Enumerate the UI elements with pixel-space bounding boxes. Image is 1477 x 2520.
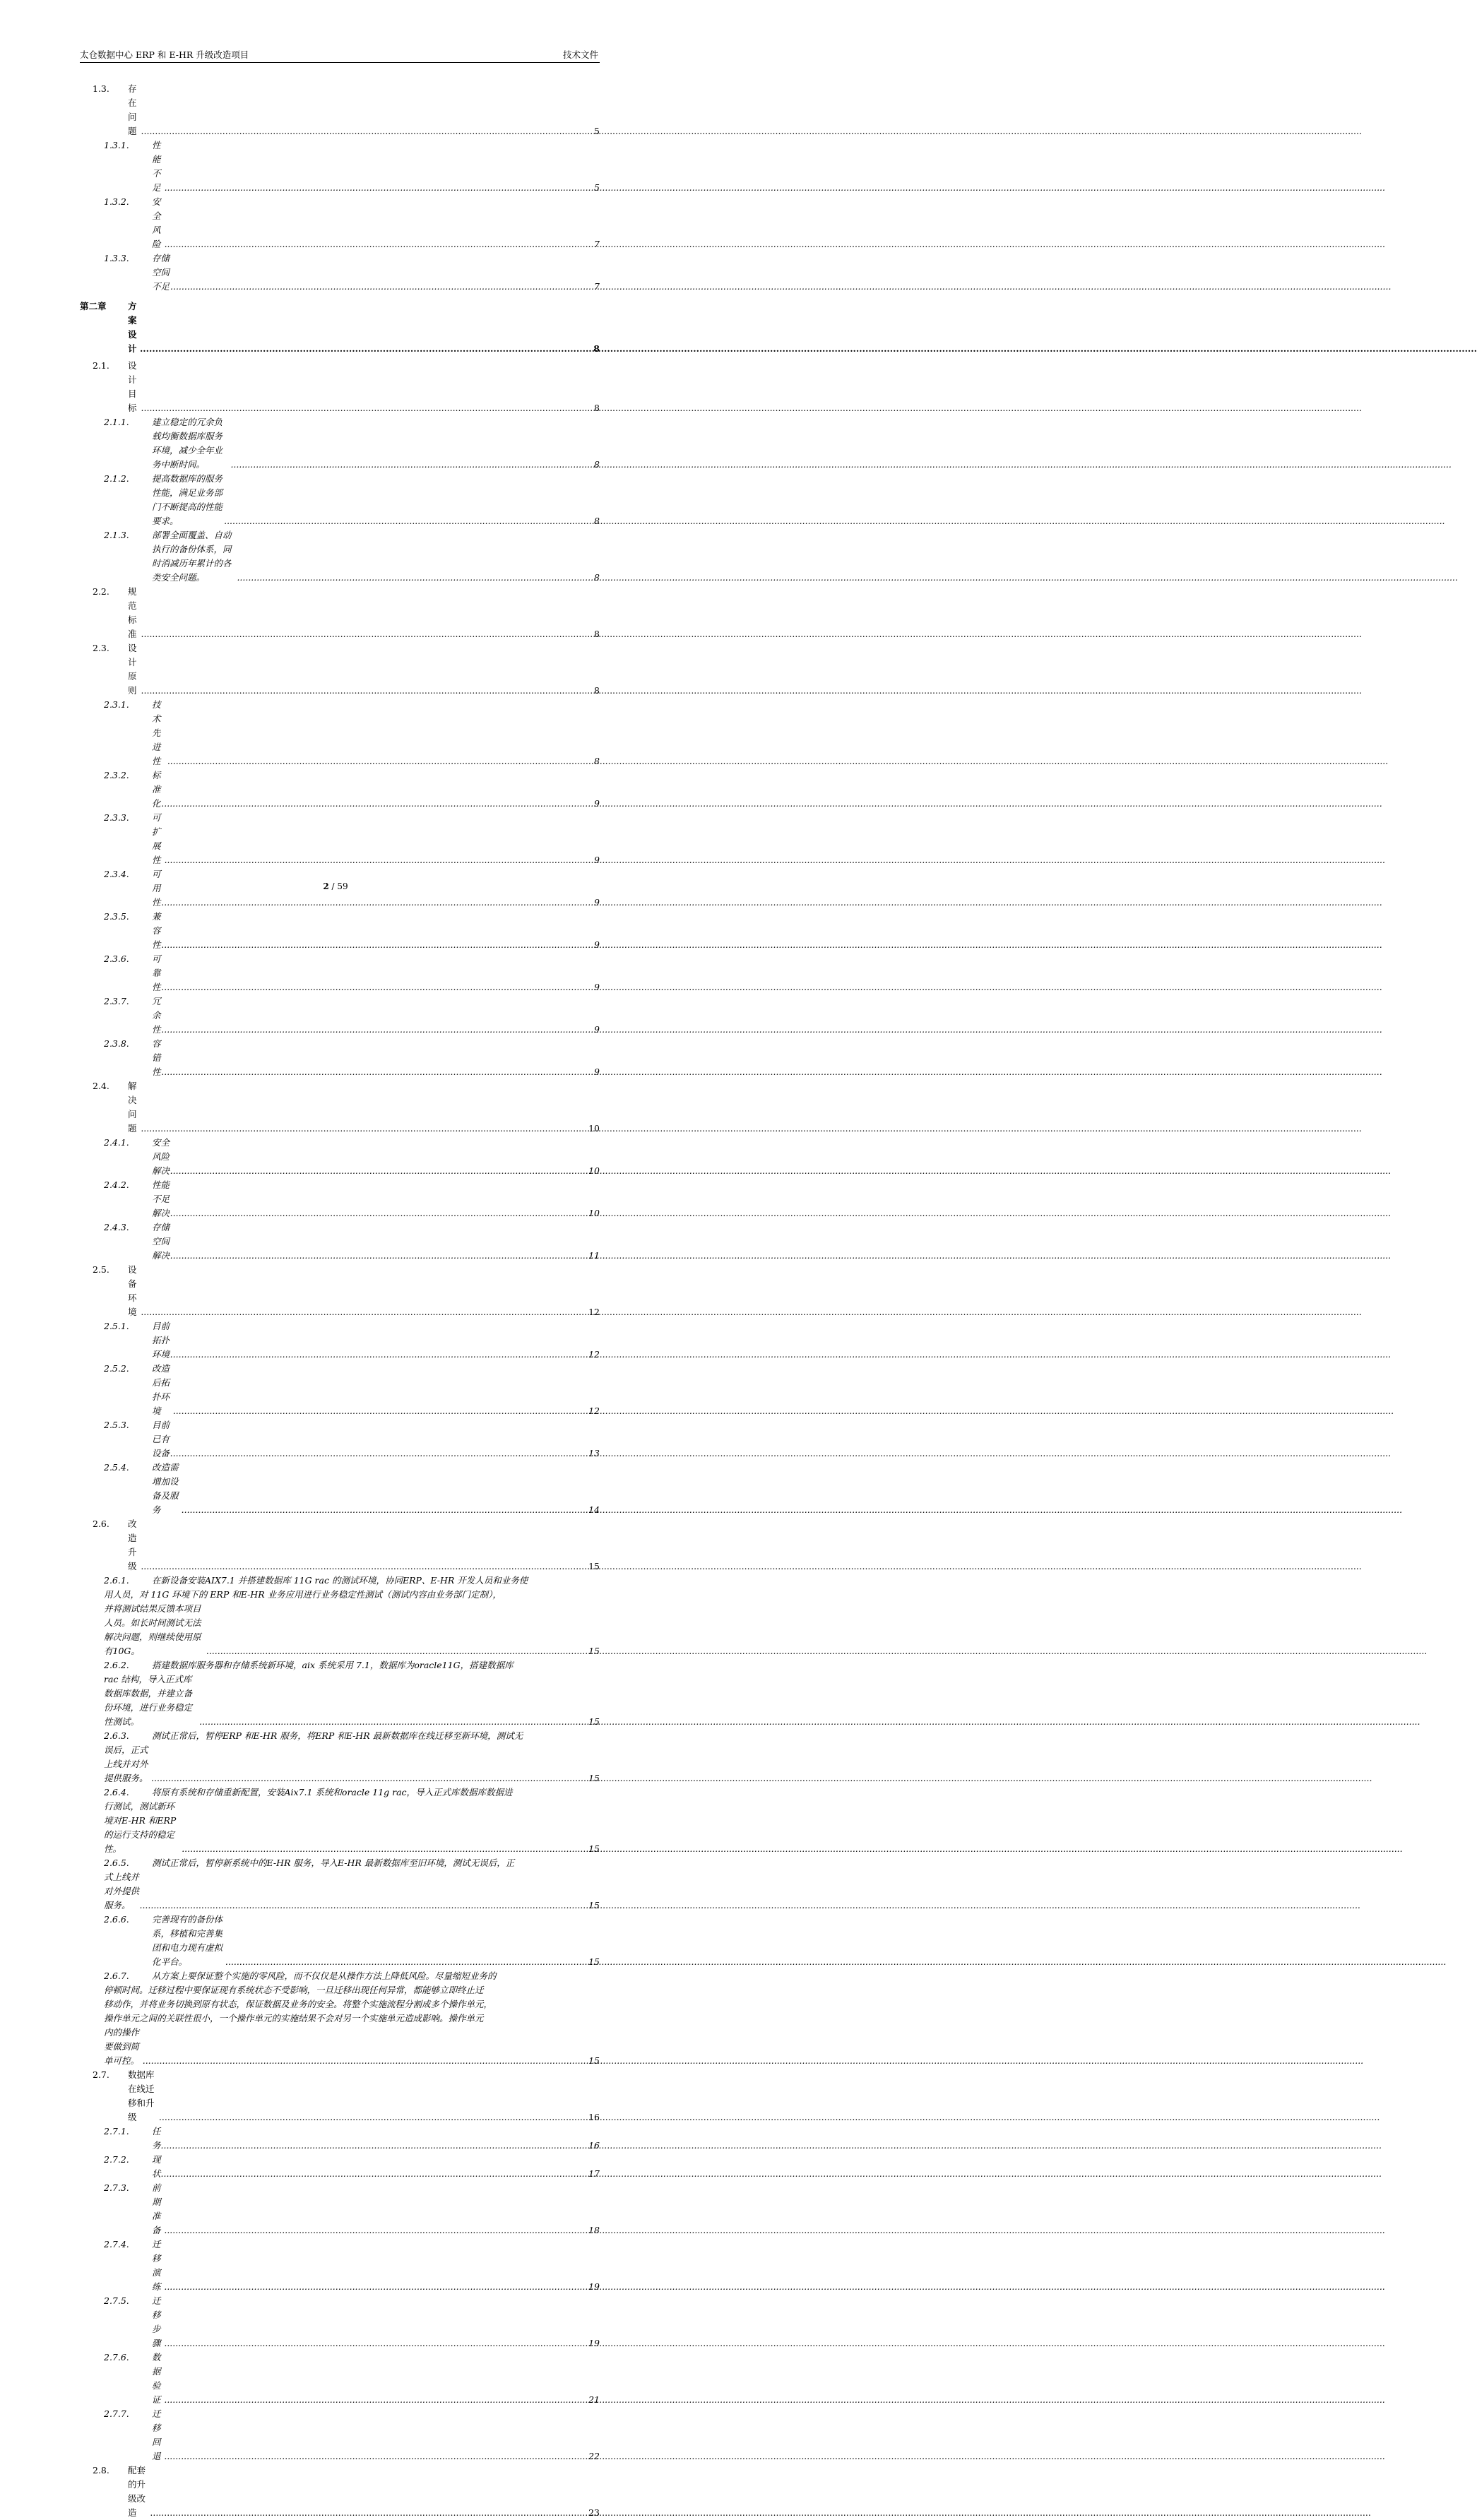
toc-entry-title-line: 测试正常后，暂停ERP 和E-HR 服务，将ERP 和E-HR 最新数据库在线迁移至新环境，测试无 [152, 1730, 523, 1741]
toc-entry[interactable] [80, 2294, 600, 2350]
toc-leader-dots [141, 684, 594, 698]
toc-entry[interactable] [80, 82, 600, 138]
toc-entry-title: 任务 [152, 2126, 161, 2151]
toc-entry[interactable] [80, 994, 600, 1037]
toc-leader-dots [170, 1446, 588, 1461]
toc-entry-number: 2.1. [93, 360, 109, 371]
toc-entry[interactable] [80, 1574, 600, 1658]
toc-leader-dots [182, 1842, 588, 1856]
toc-entry[interactable] [80, 472, 600, 528]
toc-leader-dots [199, 1715, 588, 1729]
toc-entry-number: 2.5.3. [104, 1420, 129, 1430]
toc-leader-dots [170, 1249, 588, 1263]
header-doc-type: 技术文件 [562, 49, 598, 60]
toc-entry-title: 数据验证 [152, 2352, 161, 2405]
toc-leader-dots [164, 2336, 588, 2350]
toc-entry-title-line: 测试正常后，暂停新系统中的E-HR 服务，导入E-HR 最新数据库至旧环境，测试无误后，正 [152, 1858, 515, 1868]
toc-entry[interactable] [80, 528, 600, 585]
toc-entry-title: 目前已有设备 [152, 1420, 170, 1458]
toc-entry[interactable] [80, 415, 600, 472]
toc-entry-page: 8 [594, 459, 600, 470]
toc-entry-page: 16 [588, 2112, 600, 2122]
toc-entry-title: 方案设计 [128, 301, 137, 354]
toc-entry-title: 设计原则 [128, 643, 137, 696]
toc-entry-title: 性能不足解决 [152, 1179, 170, 1218]
toc-entry-number: 1.3. [93, 83, 109, 94]
toc-entry-title-line: 行测试，测试新环境对E-HR 和ERP 的运行支持的稳定性。 [104, 1801, 177, 1854]
toc-leader-dots [151, 1771, 588, 1785]
toc-entry[interactable] [80, 1362, 600, 1418]
toc-entry[interactable] [80, 1969, 600, 2068]
toc-entry-page: 13 [588, 1448, 600, 1458]
toc-entry[interactable] [80, 1079, 600, 1136]
toc-leader-dots [165, 237, 593, 251]
toc-leader-dots [182, 1503, 588, 1517]
toc-entry-title-line: 搭建数据库服务器和存储系统新环境，aix 系统采用 7.1，数据库为oracle11G，搭建数据库 [152, 1660, 514, 1670]
toc-leader-dots [143, 2054, 588, 2068]
toc-entry-title: 现状 [152, 2154, 161, 2179]
toc-entry-page: 21 [588, 2394, 600, 2405]
toc-entry[interactable] [80, 1517, 600, 1574]
toc-entry[interactable] [80, 2181, 600, 2237]
toc-entry-page: 9 [594, 982, 600, 992]
toc-entry-number: 1.3.3. [104, 253, 129, 263]
toc-entry-number: 2.4.1. [104, 1137, 129, 1148]
toc-entry[interactable] [80, 1136, 600, 1178]
toc-entry-title: 冗余性 [152, 996, 161, 1035]
toc-entry-number: 2.7.4. [104, 2239, 129, 2249]
toc-entry-page: 9 [594, 798, 600, 809]
toc-entry-number: 2.4.3. [104, 1222, 129, 1232]
toc-entry-title: 部署全面覆盖、自动执行的备份体系，同时消减历年累计的各类安全问题。 [152, 530, 232, 583]
toc-entry[interactable] [80, 1319, 600, 1362]
page-footer [0, 881, 671, 891]
header-project-title: 太仓数据中心 ERP 和 E-HR 升级改造项目 [80, 49, 249, 60]
toc-entry[interactable] [80, 910, 600, 952]
toc-entry-number: 2.6.5. [104, 1858, 129, 1868]
toc-leader-dots [141, 1122, 588, 1136]
toc-entry-title: 解决问题 [128, 1081, 137, 1134]
toc-entry-title: 性能不足 [152, 140, 161, 193]
toc-entry-number: 2.6.1. [104, 1575, 129, 1586]
toc-entry-title-line: 操作单元之间的关联性很小，一个操作单元的实施结果不会对另一个实施单元造成影响。操作单元 [104, 2013, 484, 2023]
toc-entry[interactable] [80, 2124, 600, 2153]
toc-entry-number: 2.4. [93, 1081, 109, 1091]
toc-leader-dots [161, 1023, 593, 1037]
toc-entry-number: 1.3.2. [104, 196, 129, 207]
toc-leader-dots [167, 754, 593, 768]
toc-entry-number: 2.8. [93, 2465, 109, 2476]
toc-leader-dots [141, 627, 594, 641]
toc-entry-number: 2.6.3. [104, 1730, 129, 1741]
toc-leader-dots [225, 1955, 588, 1969]
toc-entry-title: 标准化 [152, 770, 161, 809]
toc-entry-number: 2.2. [93, 586, 109, 597]
toc-entry[interactable] [80, 585, 600, 641]
toc-entry-title: 前期准备 [152, 2182, 161, 2235]
toc-entry-page: 15 [588, 1900, 600, 1910]
toc-entry[interactable] [80, 641, 600, 698]
toc-entry-number: 2.7.5. [104, 2295, 129, 2306]
toc-entry[interactable] [80, 698, 600, 768]
page-header [80, 48, 600, 63]
toc-entry-title: 存储空间解决 [152, 1222, 170, 1261]
toc-leader-dots [173, 1404, 588, 1418]
toc-leader-dots [161, 938, 593, 952]
toc-entry[interactable] [80, 2463, 600, 2520]
toc-entry-title-line: 从方案上要保证整个实施的零风险，而不仅仅是从操作方法上降低风险。尽量缩短业务的 [152, 1971, 497, 1981]
toc-entry[interactable] [80, 195, 600, 251]
toc-entry-title-line: 停顿时间。迁移过程中要保证现有系统状态不受影响，一旦迁移出现任何异常，都能够立即终止迁 [104, 1985, 484, 1995]
toc-entry-number: 2.6. [93, 1518, 109, 1529]
toc-entry-page: 15 [588, 1561, 600, 1571]
toc-entry-title: 设计目标 [128, 360, 137, 413]
toc-entry[interactable] [80, 2153, 600, 2181]
toc-entry-number: 2.3.6. [104, 953, 129, 964]
toc-leader-dots [170, 280, 593, 294]
toc-entry-number: 2.4.2. [104, 1179, 129, 1190]
toc-entry-page: 11 [588, 1250, 600, 1261]
page-number-total: 59 [337, 881, 348, 891]
toc-entry-number: 2.5. [93, 1264, 109, 1275]
toc-entry-page: 15 [588, 1646, 600, 1656]
toc-entry-number: 2.3.8. [104, 1038, 129, 1049]
toc-entry-page: 15 [588, 1773, 600, 1783]
toc-entry-page: 16 [588, 2140, 600, 2151]
toc-entry[interactable] [80, 2350, 600, 2407]
toc-entry-title-line: 误后，正式上线并对外提供服务。 [104, 1745, 148, 1783]
toc-leader-dots [150, 2506, 588, 2520]
toc-entry-title: 迁移步骤 [152, 2295, 161, 2348]
toc-leader-dots [159, 2110, 588, 2124]
toc-entry-title-line: 移动作，并将业务切换到原有状态，保证数据及业务的安全。将整个实施流程分割成多个操作单元， [104, 1999, 493, 2009]
toc-entry[interactable] [80, 952, 600, 994]
toc-entry-page: 12 [588, 1307, 600, 1317]
toc-entry-title: 安全风险 [152, 196, 161, 249]
toc-leader-dots [139, 1898, 588, 1913]
toc-entry[interactable] [80, 1220, 600, 1263]
toc-entry-title: 设备环境 [128, 1264, 137, 1317]
toc-entry-page: 9 [594, 939, 600, 950]
toc-entry[interactable] [80, 1461, 600, 1517]
toc-entry-title-line: 式上线并对外提供服务。 [104, 1872, 140, 1910]
toc-leader-dots [161, 896, 593, 910]
toc-entry-number: 2.7. [93, 2069, 109, 2080]
toc-entry-number: 第二章 [80, 301, 107, 311]
toc-entry-number: 2.7.6. [104, 2352, 129, 2362]
toc-entry-number: 2.3.3. [104, 812, 129, 823]
toc-entry-page: 5 [594, 126, 600, 136]
toc-entry-number: 2.6.2. [104, 1660, 129, 1670]
toc-entry-title-line: 将原有系统和存储重新配置，安装Aix7.1 系统和oracle 11g rac，导入正式库数据库数据进 [152, 1787, 513, 1797]
toc-leader-dots [161, 797, 593, 811]
toc-entry-page: 7 [594, 281, 600, 292]
toc-entry-number: 2.1.2. [104, 473, 129, 484]
toc-entry-number: 2.5.4. [104, 1462, 129, 1473]
toc-entry-page: 8 [594, 685, 600, 696]
toc-entry-title-line: 内的操作要做到简单可控。 [104, 2027, 140, 2066]
toc-entry[interactable] [80, 1178, 600, 1220]
toc-entry-page: 5 [594, 182, 600, 193]
toc-entry-number: 2.5.2. [104, 1363, 129, 1374]
toc-leader-dots [141, 124, 594, 138]
toc-entry-page: 15 [588, 2055, 600, 2066]
toc-entry-number: 2.1.1. [104, 417, 129, 427]
toc-entry[interactable] [80, 1037, 600, 1079]
toc-entry-number: 2.3. [93, 643, 109, 653]
toc-entry-page: 9 [594, 855, 600, 865]
toc-leader-dots [161, 980, 593, 994]
toc-entry[interactable] [80, 1856, 600, 1913]
toc-entry-title-line: 在新设备安装AIX7.1 并搭建数据库 11G rac 的测试环境，协同ERP、E-HR 开发人员和业务使 [152, 1575, 528, 1586]
toc-leader-dots [164, 2223, 588, 2237]
toc-entry-page: 9 [594, 1066, 600, 1077]
toc-entry-title: 改造升级 [128, 1518, 137, 1571]
toc-entry-title: 迁移演练 [152, 2239, 161, 2292]
toc-entry-page: 18 [588, 2225, 600, 2235]
toc-entry-page: 15 [588, 1716, 600, 1727]
toc-entry-page: 14 [588, 1504, 600, 1515]
toc-entry-number: 2.3.1. [104, 699, 129, 710]
toc-leader-dots [161, 2139, 588, 2153]
toc-leader-dots [165, 853, 593, 867]
table-of-contents [80, 82, 600, 2520]
toc-entry-page: 15 [588, 1956, 600, 1967]
toc-leader-dots [224, 514, 593, 528]
toc-leader-dots [141, 401, 594, 415]
toc-entry-title: 改造需增加设备及服务 [152, 1462, 179, 1515]
page-number-current: 2 [323, 881, 329, 891]
toc-entry-title-line: 并将测试结果反馈本项目人员。如长时间测试无法解决问题，则继续使用原有10G。 [104, 1603, 201, 1656]
toc-entry[interactable] [80, 1263, 600, 1319]
toc-entry[interactable] [80, 1729, 600, 1785]
toc-entry-title: 容错性 [152, 1038, 161, 1077]
toc-leader-dots [164, 2280, 588, 2294]
toc-entry-title: 数据库在线迁移和升级 [128, 2069, 155, 2122]
toc-entry-number: 2.6.4. [104, 1787, 129, 1797]
toc-entry-number: 2.3.4. [104, 869, 129, 879]
toc-entry-number: 2.7.1. [104, 2126, 129, 2136]
toc-entry-title: 可用性 [152, 869, 161, 908]
toc-entry-page: 10 [588, 1123, 600, 1134]
toc-leader-dots [170, 1348, 588, 1362]
toc-leader-dots [237, 571, 593, 585]
toc-entry-page: 8 [594, 629, 600, 639]
toc-entry-title: 可靠性 [152, 953, 161, 992]
toc-entry-page: 19 [588, 2338, 600, 2348]
toc-entry-number: 2.3.7. [104, 996, 129, 1006]
toc-leader-dots [164, 2393, 588, 2407]
toc-entry-title-line: 用人员，对 11G 环境下的 ERP 和E-HR 业务应用进行业务稳定性测试（测试内容由业务部门定制）， [104, 1589, 502, 1600]
toc-entry[interactable] [80, 811, 600, 867]
toc-entry-number: 2.6.6. [104, 1914, 129, 1925]
toc-entry-title: 可扩展性 [152, 812, 161, 865]
toc-entry-number: 2.6.7. [104, 1971, 129, 1981]
toc-leader-dots [161, 2167, 588, 2181]
toc-entry[interactable] [80, 2237, 600, 2294]
toc-entry-page: 19 [588, 2281, 600, 2292]
toc-entry[interactable] [80, 138, 600, 195]
toc-entry-title: 配套的升级改造 [128, 2465, 146, 2518]
toc-entry[interactable] [80, 299, 600, 356]
toc-entry-page: 8 [593, 343, 600, 354]
toc-leader-dots [161, 1065, 593, 1079]
toc-entry-page: 12 [588, 1405, 600, 1416]
toc-entry[interactable] [80, 2068, 600, 2124]
toc-entry[interactable] [80, 1418, 600, 1461]
toc-entry[interactable] [80, 768, 600, 811]
toc-entry-page: 17 [588, 2168, 600, 2179]
toc-entry-page: 10 [588, 1208, 600, 1218]
toc-leader-dots [170, 1206, 588, 1220]
toc-entry-page: 8 [594, 403, 600, 413]
toc-leader-dots [206, 1644, 588, 1658]
toc-entry-title: 存在问题 [128, 83, 137, 136]
toc-leader-dots [230, 458, 593, 472]
toc-entry-number: 2.1.3. [104, 530, 129, 540]
toc-entry-page: 15 [588, 1843, 600, 1854]
toc-entry-number: 2.5.1. [104, 1321, 129, 1331]
toc-entry-page: 9 [594, 897, 600, 908]
toc-entry-number: 2.3.5. [104, 911, 129, 922]
toc-entry-page: 8 [594, 516, 600, 526]
toc-entry-page: 23 [588, 2507, 600, 2518]
toc-entry-page: 22 [588, 2451, 600, 2461]
toc-entry-title: 改造后拓扑环境 [152, 1363, 170, 1416]
toc-leader-dots [164, 2449, 588, 2463]
toc-leader-dots [140, 342, 593, 356]
toc-entry-title: 兼容性 [152, 911, 161, 950]
toc-entry-page: 7 [594, 239, 600, 249]
toc-entry-number: 2.7.2. [104, 2154, 129, 2165]
toc-entry[interactable] [80, 1658, 600, 1729]
toc-entry-number: 2.3.2. [104, 770, 129, 780]
toc-entry-number: 2.7.7. [104, 2408, 129, 2419]
toc-entry-page: 10 [588, 1165, 600, 1176]
toc-entry-title: 完善现有的备份体系，移植和完善集团和电力现有虚拟化平台。 [152, 1914, 223, 1967]
toc-leader-dots [170, 1164, 588, 1178]
toc-entry-title: 建立稳定的冗余负载均衡数据库服务环境，减少全年业务中断时间。 [152, 417, 223, 470]
toc-leader-dots [141, 1305, 588, 1319]
toc-leader-dots [165, 181, 593, 195]
page-number-separator: / [328, 881, 338, 891]
toc-entry[interactable] [80, 2407, 600, 2463]
toc-entry-title: 迁移回退 [152, 2408, 161, 2461]
toc-entry-title-line: rac 结构，导入正式库数据库数据，并建立备份环境，进行业务稳定性测试。 [104, 1674, 193, 1727]
toc-leader-dots [141, 1559, 588, 1574]
toc-entry[interactable] [80, 1913, 600, 1969]
toc-entry[interactable] [80, 251, 600, 294]
toc-entry-number: 1.3.1. [104, 140, 129, 150]
toc-entry-title: 提高数据库的服务性能，满足业务部门不断提高的性能要求。 [152, 473, 223, 526]
toc-entry-title: 存储空间不足 [152, 253, 170, 292]
toc-entry-number: 2.7.3. [104, 2182, 129, 2193]
toc-entry-title: 目前拓扑环境 [152, 1321, 170, 1360]
toc-entry-page: 8 [594, 756, 600, 766]
toc-entry-page: 8 [594, 572, 600, 583]
toc-entry[interactable] [80, 1785, 600, 1856]
toc-entry-title: 技术先进性 [152, 699, 161, 766]
toc-entry-title: 安全风险解决 [152, 1137, 170, 1176]
toc-entry-page: 9 [594, 1024, 600, 1035]
toc-entry-page: 12 [588, 1349, 600, 1360]
toc-entry[interactable] [80, 359, 600, 415]
toc-entry-title: 规范标准 [128, 586, 137, 639]
